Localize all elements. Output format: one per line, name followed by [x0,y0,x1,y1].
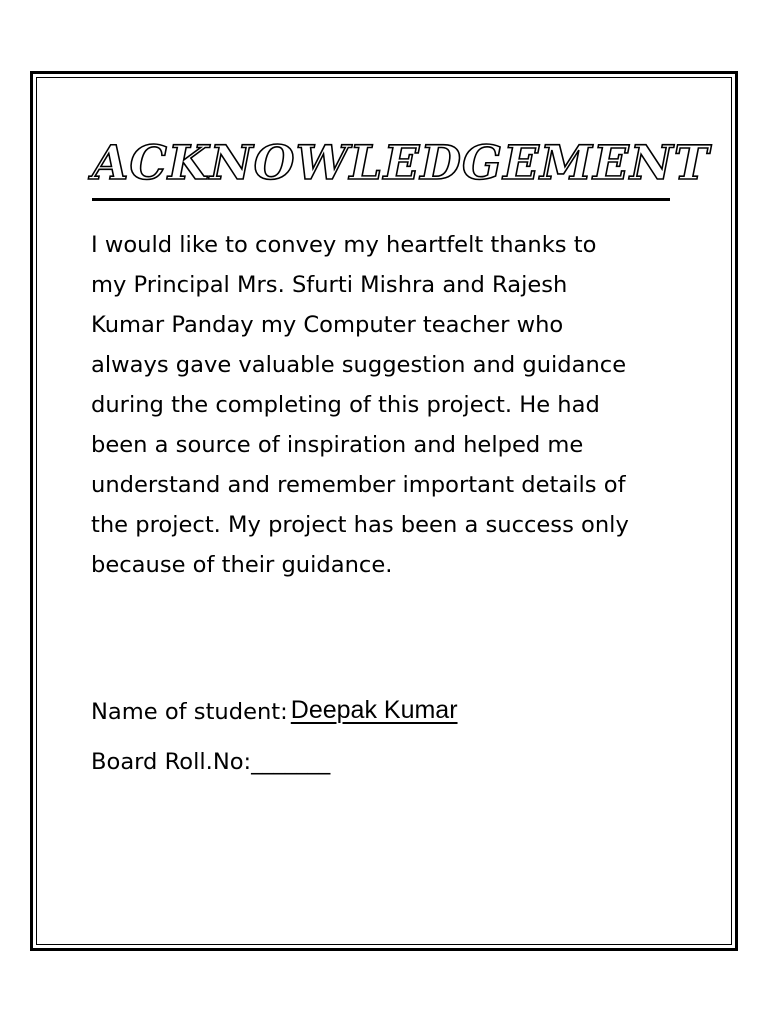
paragraph-line: Kumar Panday my Computer teacher who [91,312,564,338]
title-underline [92,198,670,201]
paragraph-line: understand and remember important details of [91,472,626,498]
paragraph-line: always gave valuable suggestion and guidance [91,352,627,378]
acknowledgement-paragraph [91,225,691,585]
board-roll-field [91,742,330,782]
board-roll-label: Board Roll.No:_______ [91,749,331,775]
student-name-label: Name of student: [91,699,288,725]
page-title: ACKNOWLEDGEMENT [92,136,710,191]
student-name-field [91,690,468,732]
paragraph-line: I would like to convey my heartfelt thanks to [91,232,597,258]
paragraph-line: my Principal Mrs. Sfurti Mishra and Rajesh [91,272,568,298]
student-name-value: Deepak Kumar [290,696,458,724]
paragraph-line: been a source of inspiration and helped me [91,432,584,458]
paragraph-line: the project. My project has been a success only [91,512,629,538]
paragraph-line: because of their guidance. [91,552,393,578]
paragraph-line: during the completing of this project. He had [91,392,600,418]
